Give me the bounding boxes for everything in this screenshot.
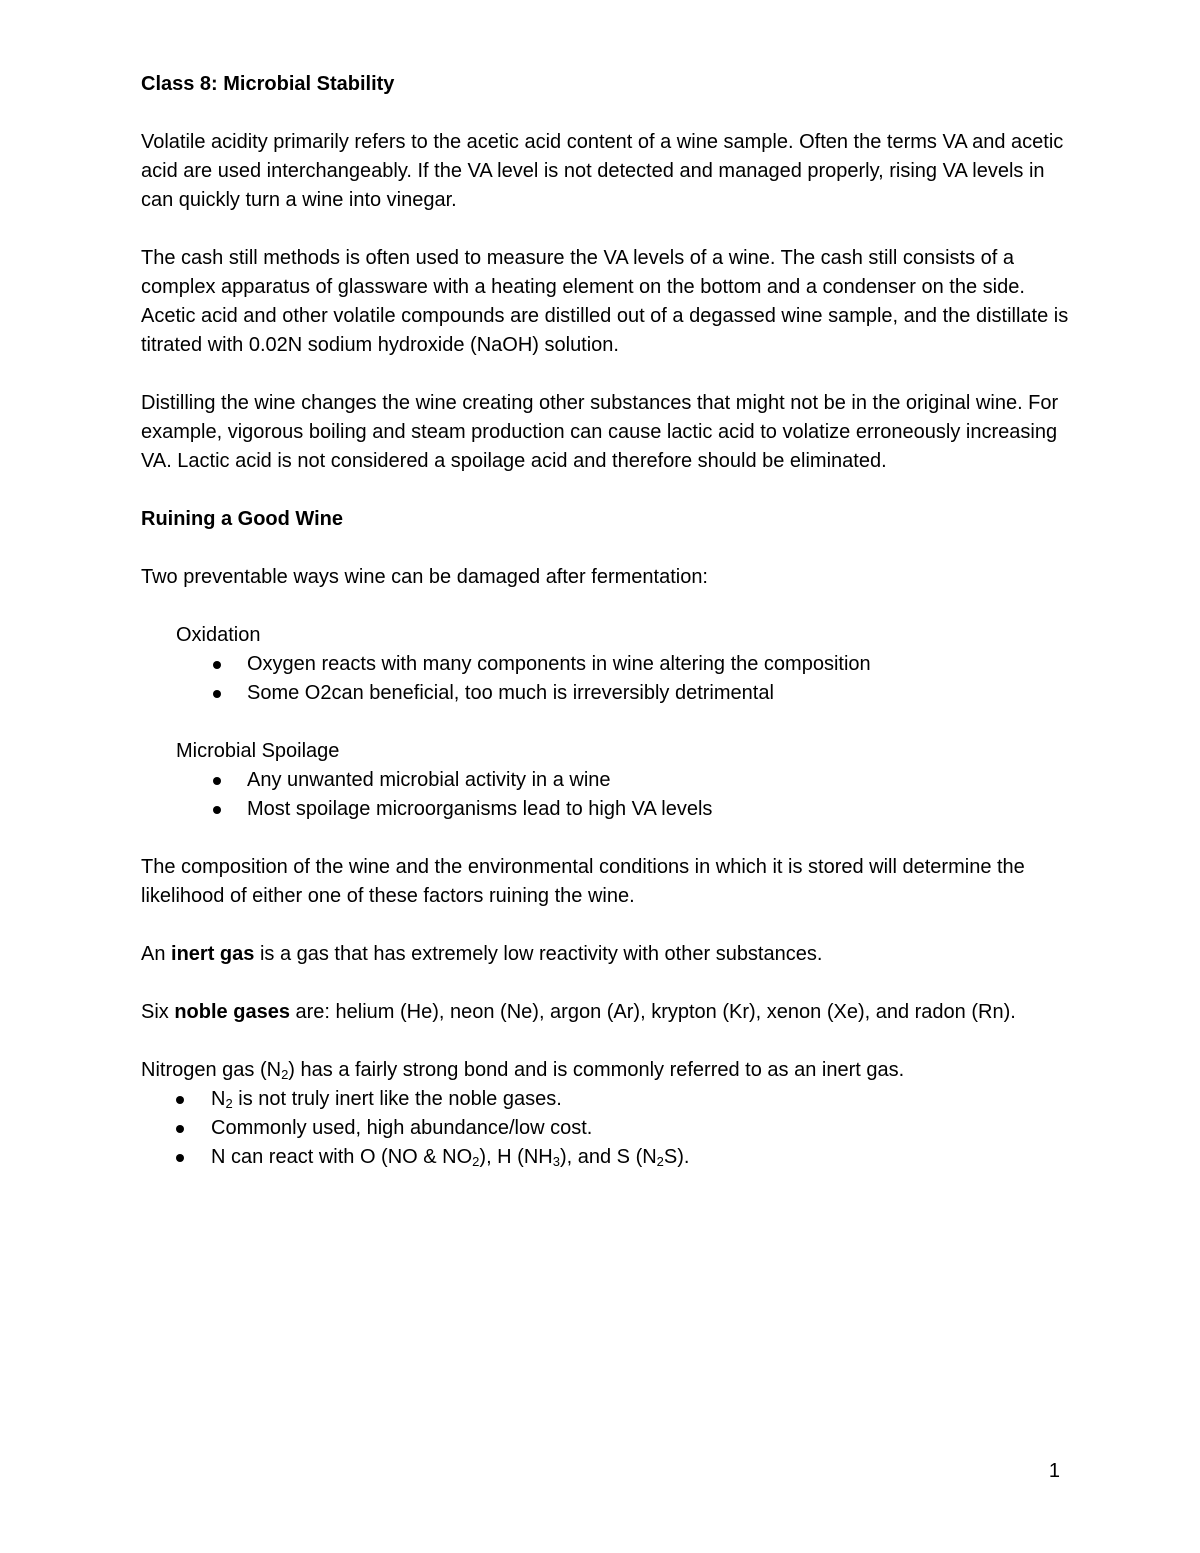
page-title: Class 8: Microbial Stability bbox=[141, 73, 395, 95]
paragraph-intro: Two preventable ways wine can be damaged after fermentation: bbox=[141, 566, 708, 588]
bullet-icon bbox=[176, 1154, 184, 1162]
list-item: Most spoilage microorganisms lead to high VA levels bbox=[141, 795, 1071, 824]
paragraph-cash-still: The cash still methods is often used to measure the VA levels of a wine. The cash still consists of a complex apparatus of glassware with a heating element on the bottom and a condenser on the side. Acetic acid and other volatile compounds are distilled out of a degassed wine sample, and the distillate is titrated with 0.02N sodium hydroxide (NaOH) solution. bbox=[141, 247, 1069, 356]
bullet-icon bbox=[213, 661, 221, 669]
list-item: $N_2$ is not truly inert like the noble gases. bbox=[141, 1085, 1071, 1114]
spoilage-list bbox=[141, 766, 1071, 824]
paragraph-distilling: Distilling the wine changes the wine creating other substances that might not be in the original wine. For example, vigorous boiling and steam production can cause lactic acid to volatize erroneously increasing VA. Lactic acid is not considered a spoilage acid and therefore should be eliminated. bbox=[141, 392, 1059, 472]
document-body bbox=[141, 70, 1071, 1172]
nitrogen-list bbox=[141, 1085, 1071, 1172]
bullet-icon bbox=[213, 777, 221, 785]
paragraph-volatile-acidity: Volatile acidity primarily refers to the acetic acid content of a wine sample. Often the terms VA and acetic acid are used interchangeably. If the VA level is not detected and managed properly, rising VA levels in can quickly turn a wine into vinegar. bbox=[141, 131, 1064, 211]
bullet-icon bbox=[213, 690, 221, 698]
list-item: Some O2can beneficial, too much is irreversibly detrimental bbox=[141, 679, 1071, 708]
bullet-icon bbox=[213, 806, 221, 814]
bullet-icon bbox=[176, 1096, 184, 1104]
page-number: 1 bbox=[1048, 1460, 1060, 1482]
paragraph-composition: The composition of the wine and the environmental conditions in which it is stored will determine the likelihood of either one of these factors ruining the wine. bbox=[141, 856, 1025, 907]
oxidation-heading: Oxidation bbox=[176, 624, 261, 646]
oxidation-list bbox=[141, 650, 1071, 708]
spoilage-heading: Microbial Spoilage bbox=[176, 740, 340, 762]
list-item: N can react with O (NO & $NO_2$), H $(NH_3)$, and S $(N_2S)$. bbox=[141, 1143, 1071, 1172]
section-heading: Ruining a Good Wine bbox=[141, 508, 344, 530]
bullet-icon bbox=[176, 1125, 184, 1133]
list-item: Commonly used, high abundance/low cost. bbox=[141, 1114, 1071, 1143]
paragraph-nitrogen: Nitrogen gas $(N_2)$ has a fairly strong bond and is commonly referred to as an inert gas. bbox=[141, 1059, 905, 1082]
noble-gases-term: noble gases bbox=[174, 1001, 290, 1023]
paragraph-noble-gases: Six noble gases are: helium (He), neon (Ne), argon (Ar), krypton (Kr), xenon (Xe), and radon (Rn). bbox=[141, 1001, 1016, 1023]
list-item: Oxygen reacts with many components in wine altering the composition bbox=[141, 650, 1071, 679]
paragraph-inert-gas: An inert gas is a gas that has extremely low reactivity with other substances. bbox=[141, 943, 823, 965]
list-item: Any unwanted microbial activity in a wine bbox=[141, 766, 1071, 795]
inert-gas-term: inert gas bbox=[171, 943, 255, 965]
